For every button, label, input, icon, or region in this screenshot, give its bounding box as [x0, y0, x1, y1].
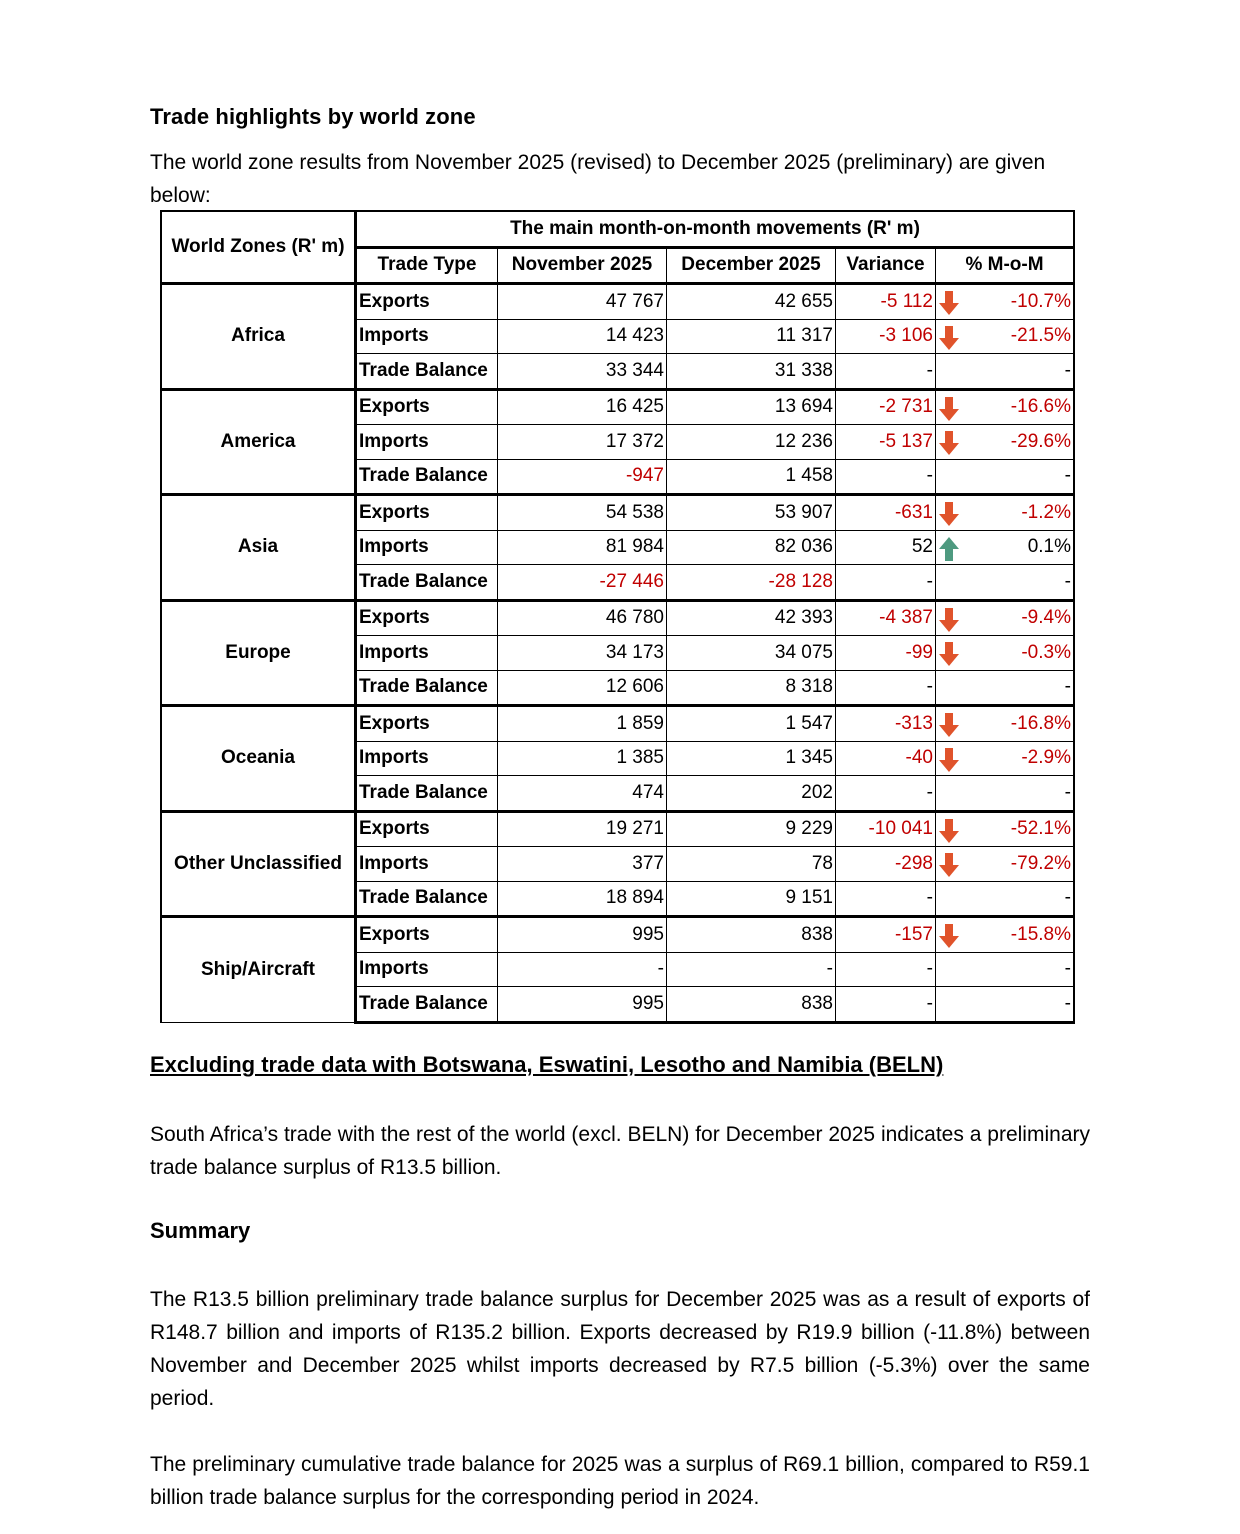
pct-mom-cell [936, 776, 1075, 812]
arrow-down-icon [939, 748, 959, 772]
arrow-up-icon [939, 537, 959, 561]
pct-mom-cell [936, 706, 1075, 742]
december-value: 53 907 [667, 495, 836, 531]
pct-mom-value: - [1064, 781, 1071, 803]
pct-mom-value: - [1064, 359, 1071, 381]
pct-mom-value: -79.2% [1010, 852, 1071, 874]
arrow-down-icon [939, 291, 959, 315]
variance-value: - [836, 952, 936, 987]
trade-type: Trade Balance [356, 459, 498, 495]
pct-mom-cell [936, 389, 1075, 425]
december-value: 838 [667, 987, 836, 1023]
november-value: 34 173 [498, 636, 667, 671]
trade-type: Trade Balance [356, 565, 498, 601]
arrow-down-icon [939, 853, 959, 877]
zone-name: America [161, 389, 356, 495]
december-value: 42 393 [667, 600, 836, 636]
november-value: 1 859 [498, 706, 667, 742]
november-value: 995 [498, 987, 667, 1023]
december-value: 9 151 [667, 881, 836, 917]
trade-type: Imports [356, 425, 498, 460]
november-value: 14 423 [498, 319, 667, 354]
december-value: 82 036 [667, 530, 836, 565]
col-header-november: November 2025 [498, 247, 667, 284]
december-value: 42 655 [667, 284, 836, 320]
december-value: 11 317 [667, 319, 836, 354]
pct-mom-value: - [1064, 992, 1071, 1014]
variance-value: -298 [836, 847, 936, 882]
table-row [161, 284, 1074, 320]
pct-mom-value: -10.7% [1010, 290, 1071, 312]
variance-value: -10 041 [836, 811, 936, 847]
pct-mom-value: - [1064, 570, 1071, 592]
december-value: 8 318 [667, 670, 836, 706]
pct-mom-value: -29.6% [1010, 430, 1071, 452]
zone-name: Other Unclassified [161, 811, 356, 917]
beln-heading: Excluding trade data with Botswana, Eswatini, Lesotho and Namibia (BELN) [150, 1052, 944, 1077]
pct-mom-cell [936, 425, 1075, 460]
pct-mom-cell [936, 881, 1075, 917]
arrow-down-icon [939, 326, 959, 350]
pct-mom-cell [936, 495, 1075, 531]
november-value: 54 538 [498, 495, 667, 531]
col-header-trade-type: Trade Type [356, 247, 498, 284]
pct-mom-cell [936, 319, 1075, 354]
table-row [161, 811, 1074, 847]
trade-type: Exports [356, 284, 498, 320]
pct-mom-value: -52.1% [1010, 818, 1071, 840]
december-value: 31 338 [667, 354, 836, 390]
variance-value: -4 387 [836, 600, 936, 636]
pct-mom-value: -16.8% [1010, 712, 1071, 734]
trade-type: Imports [356, 319, 498, 354]
trade-type: Exports [356, 495, 498, 531]
pct-mom-value: -16.6% [1010, 396, 1071, 418]
pct-mom-value: - [1064, 887, 1071, 909]
november-value: -947 [498, 459, 667, 495]
pct-mom-cell [936, 459, 1075, 495]
pct-mom-cell [936, 917, 1075, 953]
pct-mom-cell [936, 670, 1075, 706]
table-row [161, 917, 1074, 953]
pct-mom-cell [936, 741, 1075, 776]
zone-name: Africa [161, 284, 356, 390]
variance-value: - [836, 670, 936, 706]
trade-type: Exports [356, 811, 498, 847]
table-row [161, 495, 1074, 531]
december-value: 13 694 [667, 389, 836, 425]
table-row [161, 389, 1074, 425]
trade-type: Trade Balance [356, 987, 498, 1023]
november-value: 995 [498, 917, 667, 953]
pct-mom-cell [936, 284, 1075, 320]
variance-value: -99 [836, 636, 936, 671]
table-row [161, 600, 1074, 636]
pct-mom-value: - [1064, 465, 1071, 487]
trade-type: Exports [356, 389, 498, 425]
november-value: 33 344 [498, 354, 667, 390]
variance-value: - [836, 776, 936, 812]
variance-value: -40 [836, 741, 936, 776]
table-row [161, 706, 1074, 742]
pct-mom-cell [936, 636, 1075, 671]
intro-paragraph: The world zone results from November 2025 (revised) to December 2025 (preliminary) are given below: [150, 151, 1046, 207]
arrow-down-icon [939, 713, 959, 737]
variance-value: - [836, 459, 936, 495]
trade-type: Imports [356, 952, 498, 987]
variance-value: -631 [836, 495, 936, 531]
summary-paragraph-1: The R13.5 billion preliminary trade balance surplus for December 2025 was as a result of exports of R148.7 billion and imports of R135.2 billion. Exports decreased by R19.9 billion (-11.8%) between November and December 2025 whilst imports decreased by R7.5 billion (-5.3%) over the same period. [150, 1288, 1090, 1410]
zone-name: Asia [161, 495, 356, 601]
variance-value: -2 731 [836, 389, 936, 425]
corner-header: World Zones (R' m) [161, 211, 356, 284]
col-header-variance: Variance [836, 247, 936, 284]
arrow-down-icon [939, 819, 959, 843]
trade-type: Trade Balance [356, 776, 498, 812]
trade-type: Imports [356, 530, 498, 565]
summary-heading: Summary [150, 1218, 251, 1243]
pct-mom-cell [936, 565, 1075, 601]
pct-mom-cell [936, 847, 1075, 882]
trade-type: Trade Balance [356, 670, 498, 706]
trade-type: Imports [356, 847, 498, 882]
variance-value: - [836, 565, 936, 601]
november-value: -27 446 [498, 565, 667, 601]
col-header-pct-mom: % M-o-M [936, 247, 1075, 284]
pct-mom-value: -21.5% [1010, 325, 1071, 347]
col-header-december: December 2025 [667, 247, 836, 284]
november-value: 19 271 [498, 811, 667, 847]
pct-mom-value: 0.1% [1027, 536, 1071, 558]
pct-mom-cell [936, 354, 1075, 390]
trade-type: Trade Balance [356, 881, 498, 917]
arrow-down-icon [939, 642, 959, 666]
november-value: 17 372 [498, 425, 667, 460]
december-value: 34 075 [667, 636, 836, 671]
trade-type: Exports [356, 917, 498, 953]
variance-value: - [836, 354, 936, 390]
december-value: 1 547 [667, 706, 836, 742]
variance-value: -5 137 [836, 425, 936, 460]
pct-mom-cell [936, 600, 1075, 636]
december-value: - [667, 952, 836, 987]
pct-mom-value: -0.3% [1021, 641, 1071, 663]
arrow-down-icon [939, 502, 959, 526]
november-value: 16 425 [498, 389, 667, 425]
december-value: 12 236 [667, 425, 836, 460]
variance-value: - [836, 881, 936, 917]
trade-type: Trade Balance [356, 354, 498, 390]
world-zones-table [160, 210, 1075, 1024]
november-value: 46 780 [498, 600, 667, 636]
table-body [161, 284, 1074, 1023]
november-value: 377 [498, 847, 667, 882]
november-value: 1 385 [498, 741, 667, 776]
variance-value: -3 106 [836, 319, 936, 354]
section-heading: Trade highlights by world zone [150, 104, 476, 129]
variance-value: -5 112 [836, 284, 936, 320]
trade-type: Imports [356, 636, 498, 671]
trade-type: Imports [356, 741, 498, 776]
december-value: -28 128 [667, 565, 836, 601]
november-value: 18 894 [498, 881, 667, 917]
pct-mom-value: - [1064, 958, 1071, 980]
zone-name: Ship/Aircraft [161, 917, 356, 1023]
november-value: 47 767 [498, 284, 667, 320]
summary-paragraph-2: The preliminary cumulative trade balance for 2025 was a surplus of R69.1 billion, compared to R59.1 billion trade balance surplus for the corresponding period in 2024. [150, 1453, 1090, 1509]
november-value: 81 984 [498, 530, 667, 565]
variance-value: 52 [836, 530, 936, 565]
arrow-down-icon [939, 397, 959, 421]
pct-mom-value: -1.2% [1021, 501, 1071, 523]
november-value: 12 606 [498, 670, 667, 706]
variance-value: -157 [836, 917, 936, 953]
pct-mom-cell [936, 987, 1075, 1023]
december-value: 1 345 [667, 741, 836, 776]
november-value: 474 [498, 776, 667, 812]
pct-mom-cell [936, 811, 1075, 847]
trade-type: Exports [356, 706, 498, 742]
zone-name: Oceania [161, 706, 356, 812]
december-value: 9 229 [667, 811, 836, 847]
december-value: 1 458 [667, 459, 836, 495]
trade-type: Exports [356, 600, 498, 636]
pct-mom-cell [936, 530, 1075, 565]
group-header: The main month-on-month movements (R' m) [356, 211, 1075, 247]
variance-value: - [836, 987, 936, 1023]
arrow-down-icon [939, 608, 959, 632]
december-value: 838 [667, 917, 836, 953]
pct-mom-value: -9.4% [1021, 607, 1071, 629]
beln-paragraph: South Africa’s trade with the rest of the world (excl. BELN) for December 2025 indicates a preliminary trade balance surplus of R13.5 billion. [150, 1123, 1090, 1179]
arrow-down-icon [939, 431, 959, 455]
december-value: 78 [667, 847, 836, 882]
pct-mom-value: - [1064, 676, 1071, 698]
pct-mom-cell [936, 952, 1075, 987]
variance-value: -313 [836, 706, 936, 742]
arrow-down-icon [939, 924, 959, 948]
pct-mom-value: -2.9% [1021, 747, 1071, 769]
zone-name: Europe [161, 600, 356, 706]
november-value: - [498, 952, 667, 987]
december-value: 202 [667, 776, 836, 812]
pct-mom-value: -15.8% [1010, 923, 1071, 945]
